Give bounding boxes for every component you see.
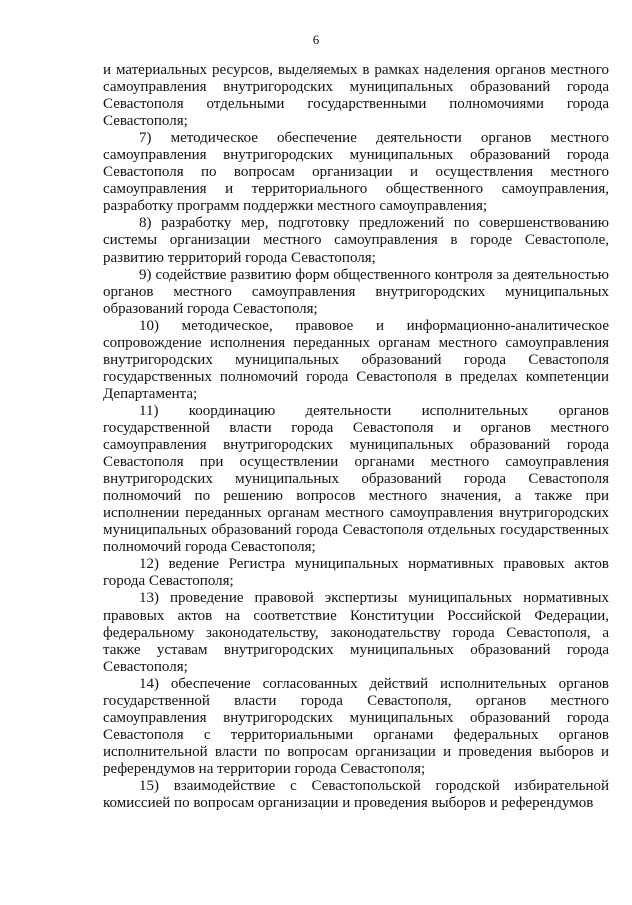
list-item-13: 13) проведение правовой экспертизы муниципальных нормативных правовых актов на соответствие Конституции Российской Федерации, федеральному законодательству, законодательству города Севастополя, а также уставам внутригородских муниципальных образований города Севастополя; <box>103 590 609 675</box>
list-item-7: 7) методическое обеспечение деятельности органов местного самоуправления внутригородских муниципальных образований города Севастополя по вопросам организации и осуществления местного самоуправления и территориального общественного самоуправления, разработку программ поддержки местного самоуправления; <box>103 130 609 215</box>
list-item-12: 12) ведение Регистра муниципальных нормативных правовых актов города Севастополя; <box>103 556 609 590</box>
list-item-8: 8) разработку мер, подготовку предложений по совершенствованию системы организации местного самоуправления в городе Севастополе, развитию территорий города Севастополя; <box>103 215 609 266</box>
list-item-10: 10) методическое, правовое и информационно-аналитическое сопровождение исполнения переданных органам местного самоуправления внутригородских муниципальных образований города Севастополя государственных полномочий города Севастополя в пределах компетенции Департамента; <box>103 317 609 402</box>
paragraph-continuation: и материальных ресурсов, выделяемых в рамках наделения органов местного самоуправления внутригородских муниципальных образований города Севастополя отдельными государственными полномочиями города Севастополя; <box>103 62 609 130</box>
document-body <box>103 62 609 812</box>
page-number: 6 <box>312 32 320 47</box>
list-item-14: 14) обеспечение согласованных действий исполнительных органов государственной власти города Севастополя, органов местного самоуправления внутригородских муниципальных образований города Севастополя с территориальными органами федеральных органов исполнительной власти по вопросам организации и проведения выборов и референдумов на территории города Севастополя; <box>103 675 609 777</box>
list-item-9: 9) содействие развитию форм общественного контроля за деятельностью органов местного самоуправления внутригородских муниципальных образований города Севастополя; <box>103 266 609 317</box>
list-item-11: 11) координацию деятельности исполнительных органов государственной власти города Севастополя и органов местного самоуправления внутригородских муниципальных образований города Севастополя при осуществлении органами местного самоуправления внутригородских муниципальных образований города Севастополя полномочий по решению вопросов местного значения, а также при исполнении переданных органам местного самоуправления внутригородских муниципальных образований города Севастополя отдельных государственных полномочий города Севастополя; <box>103 402 609 556</box>
list-item-15: 15) взаимодействие с Севастопольской городской избирательной комиссией по вопросам организации и проведения выборов и референдумов <box>103 777 609 812</box>
